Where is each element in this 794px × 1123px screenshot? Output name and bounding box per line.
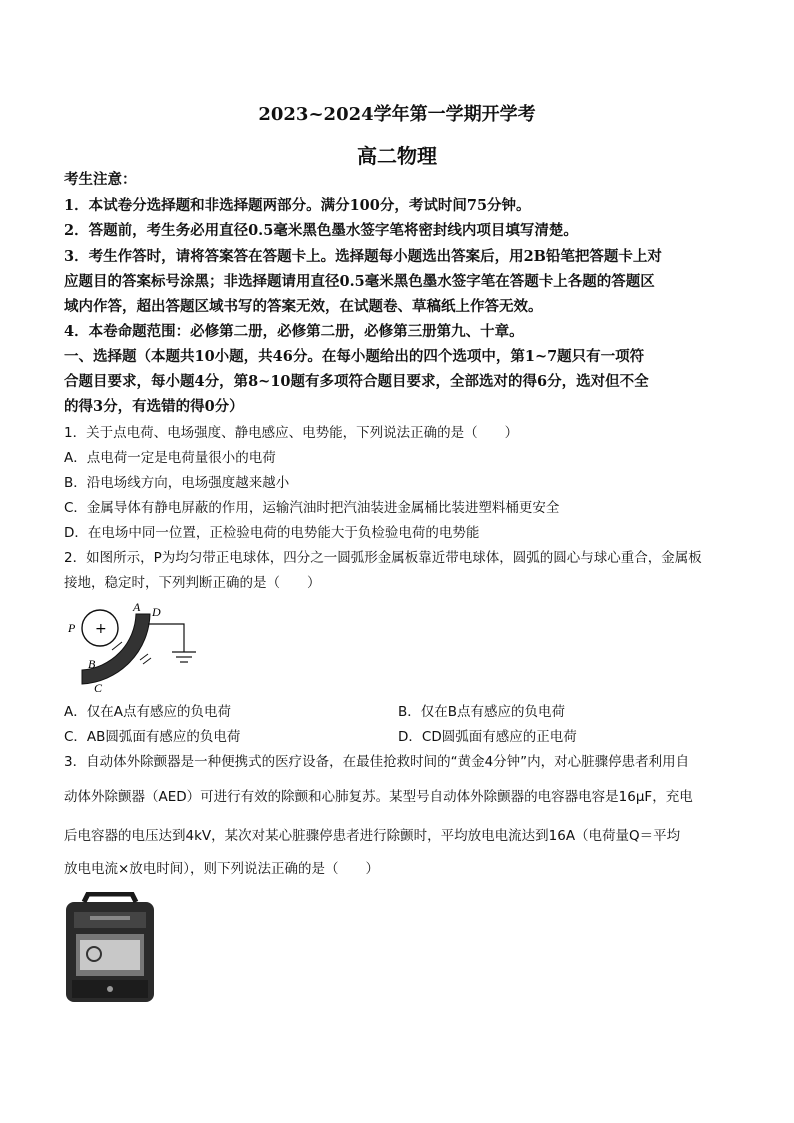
q3-stem-line4: 放电电流×放电时间），则下列说法正确的是（ ）	[64, 861, 380, 877]
aed-handle	[84, 894, 136, 902]
notice-item-4: 4．本卷命题范围：必修第二册，必修第二册，必修第三册第九、十章。	[64, 323, 524, 340]
label-p: P	[68, 621, 76, 635]
aed-slot	[90, 916, 130, 920]
section-heading-cont: 合题目要求，每小题4分，第8~10题有多项符合题目要求，全部选对的得6分，选对但不全	[64, 373, 649, 390]
hatch-mark-1	[112, 642, 122, 650]
label-d: D	[152, 605, 161, 619]
q1-option-b: B．沿电场线方向，电场强度越来越小	[64, 475, 290, 491]
notice-item-1: 1．本试卷分选择题和非选择题两部分。满分100分，考试时间75分钟。	[64, 197, 531, 214]
q1-option-d: D．在电场中同一位置，正检验电荷的电势能大于负检验电荷的电势能	[64, 525, 480, 541]
exam-subject: 高二物理	[357, 144, 437, 168]
q1-stem: 1．关于点电荷、电场强度、静电感应、电势能，下列说法正确的是（ ）	[64, 425, 519, 441]
notice-item-2: 2．答题前，考生务必用直径0.5毫米黑色墨水签字笔将密封线内项目填写清楚。	[64, 222, 578, 239]
hatch-mark-2	[140, 654, 148, 660]
q1-option-c: C．金属导体有静电屏蔽的作用，运输汽油时把汽油装进金属桶比装进塑料桶更安全	[64, 500, 560, 516]
aed-button-icon	[107, 986, 113, 992]
notice-item-3-cont: 应题目的答案标号涂黑；非选择题请用直径0.5毫米黑色墨水签字笔在答题卡上各题的答题区	[64, 273, 655, 290]
q2-option-c: C．AB圆弧面有感应的负电荷	[64, 729, 241, 745]
label-c: C	[94, 681, 103, 695]
q3-stem-line1: 3．自动体外除颤器是一种便携式的医疗设备，在最佳抢救时间的“黄金4分钟”内，对心脏骤停患者利用自	[64, 754, 690, 770]
label-plus: +	[95, 621, 107, 637]
label-a: A	[133, 600, 141, 614]
q2-option-d: D．CD圆弧面有感应的正电荷	[398, 729, 577, 745]
hatch-mark-3	[143, 658, 151, 664]
q3-stem-line3: 后电容器的电压达到4kV，某次对某心脏骤停患者进行除颤时，平均放电电流达到16A（电荷量Q＝平均	[64, 828, 681, 844]
exam-title: 2023~2024学年第一学期开学考	[258, 104, 536, 125]
q2-option-a: A．仅在A点有感应的负电荷	[64, 704, 231, 720]
section-heading: 一、选择题（本题共10小题，共46分。在每小题给出的四个选项中，第1~7题只有一项符	[64, 348, 645, 365]
notice-heading: 考生注意：	[64, 171, 137, 188]
q2-figure	[60, 600, 210, 696]
label-b: B	[88, 657, 96, 671]
aed-device-image	[64, 892, 156, 1004]
q3-stem-line2: 动体外除颤器（AED）可进行有效的除颤和心肺复苏。某型号自动体外除颤器的电容器电容是16μF，充电	[64, 789, 693, 805]
q2-option-b: B．仅在B点有感应的负电荷	[398, 704, 566, 720]
q2-stem-line1: 2．如图所示，P为均匀带正电球体，四分之一圆弧形金属板靠近带电球体，圆弧的圆心与球心重合，金属板	[64, 550, 702, 566]
aed-window	[80, 940, 140, 970]
ground-wire	[148, 624, 184, 652]
notice-item-3: 3．考生作答时，请将答案答在答题卡上。选择题每小题选出答案后，用2B铅笔把答题卡上对	[64, 248, 662, 265]
metal-arc-plate	[82, 614, 150, 684]
section-heading-cont2: 的得3分，有选错的得0分）	[64, 398, 244, 415]
notice-item-3-cont2: 域内作答，超出答题区域书写的答案无效，在试题卷、草稿纸上作答无效。	[64, 298, 543, 315]
q1-option-a: A．点电荷一定是电荷量很小的电荷	[64, 450, 276, 466]
q2-stem-line2: 接地，稳定时，下列判断正确的是（ ）	[64, 575, 321, 591]
